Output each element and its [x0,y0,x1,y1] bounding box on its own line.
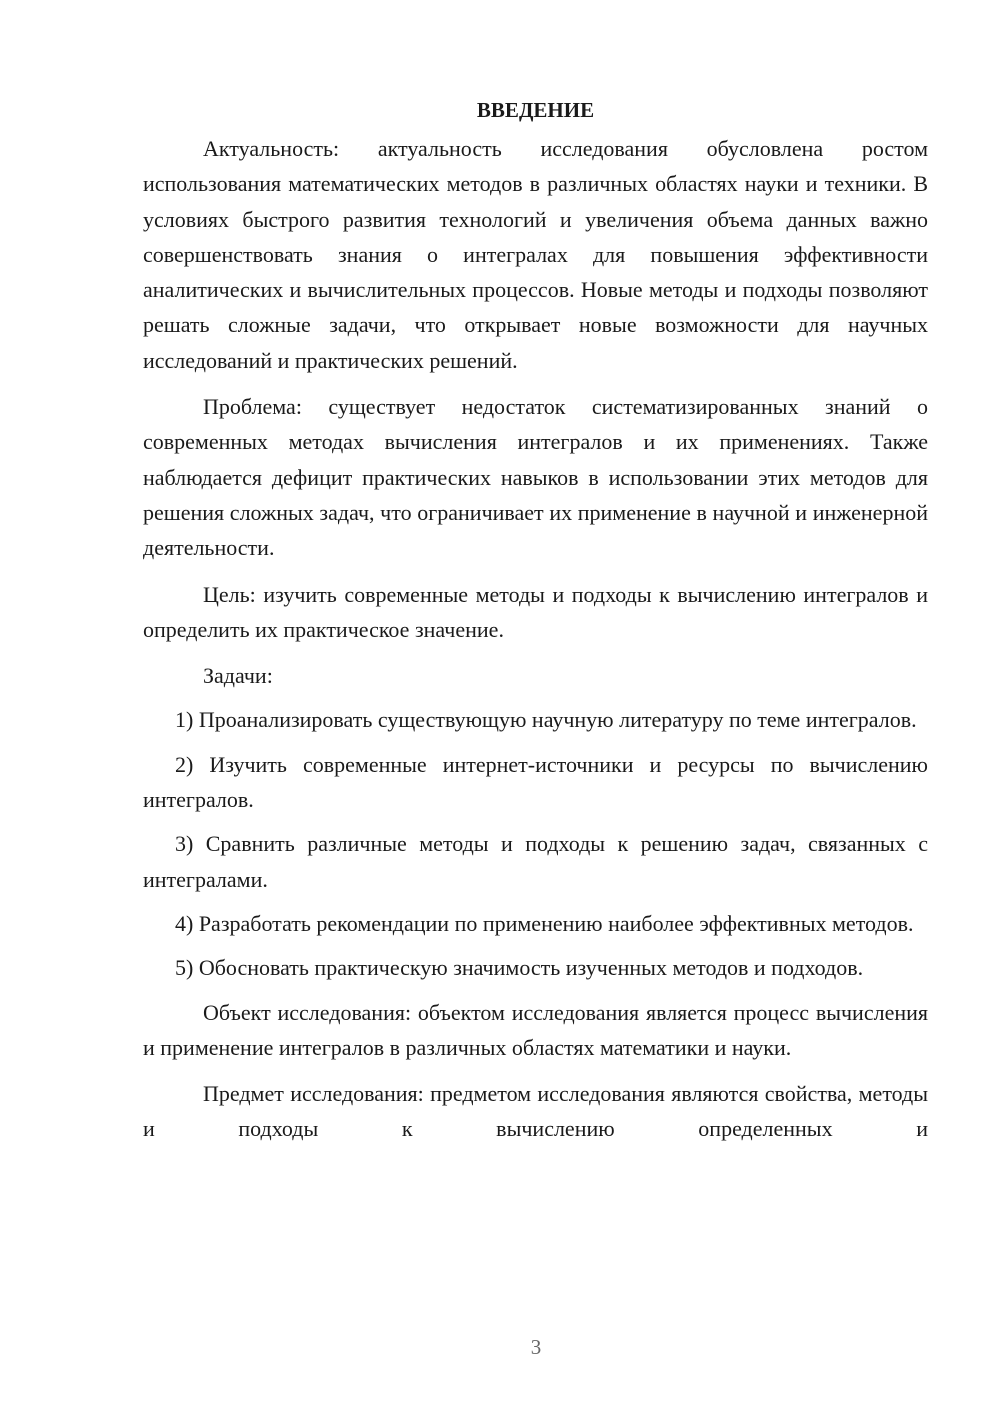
document-page [143,92,928,1158]
relevance-paragraph: Актуальность: актуальность исследования обусловлена ростом использования математических методов в различных областях науки и техники. В условиях быстрого развития технологий и увеличения объема данных важно совершенствовать знания о интегралах для повышения эффективности аналитических и вычислительных процессов. Новые методы и подходы позволяют решать сложные задачи, что открывает новые возможности для научных исследований и практических решений. [143,136,928,373]
tasks-title: Задачи: [203,663,273,689]
problem-paragraph: Проблема: существует недостаток систематизированных знаний о современных методах вычисления интегралов и их применениях. Также наблюдается дефицит практических навыков в использовании этих методов для решения сложных задач, что ограничивает их применение в научной и инженерной деятельности. [143,394,928,561]
section-heading: ВВЕДЕНИЕ [476,98,595,122]
task-item-1: 1) Проанализировать существующую научную литературу по теме интегралов. [175,707,917,733]
task-item-5: 5) Обосновать практическую значимость изученных методов и подходов. [175,955,864,981]
task-item-4: 4) Разработать рекомендации по применению наиболее эффективных методов. [175,910,914,936]
page-number: 3 [530,1335,542,1359]
object-paragraph: Объект исследования: объектом исследования является процесс вычисления и применение интегралов в различных областях математики и науки. [143,999,928,1060]
subject-paragraph: Предмет исследования: предметом исследования являются свойства, методы и подходы к вычислению определенных и [143,1081,928,1142]
goal-paragraph: Цель: изучить современные методы и подходы к вычислению интегралов и определить их практическое значение. [143,581,928,642]
task-item-3: 3) Сравнить различные методы и подходы к решению задач, связанных с интегралами. [143,831,928,892]
task-item-2: 2) Изучить современные интернет-источники и ресурсы по вычислению интегралов. [143,751,928,813]
